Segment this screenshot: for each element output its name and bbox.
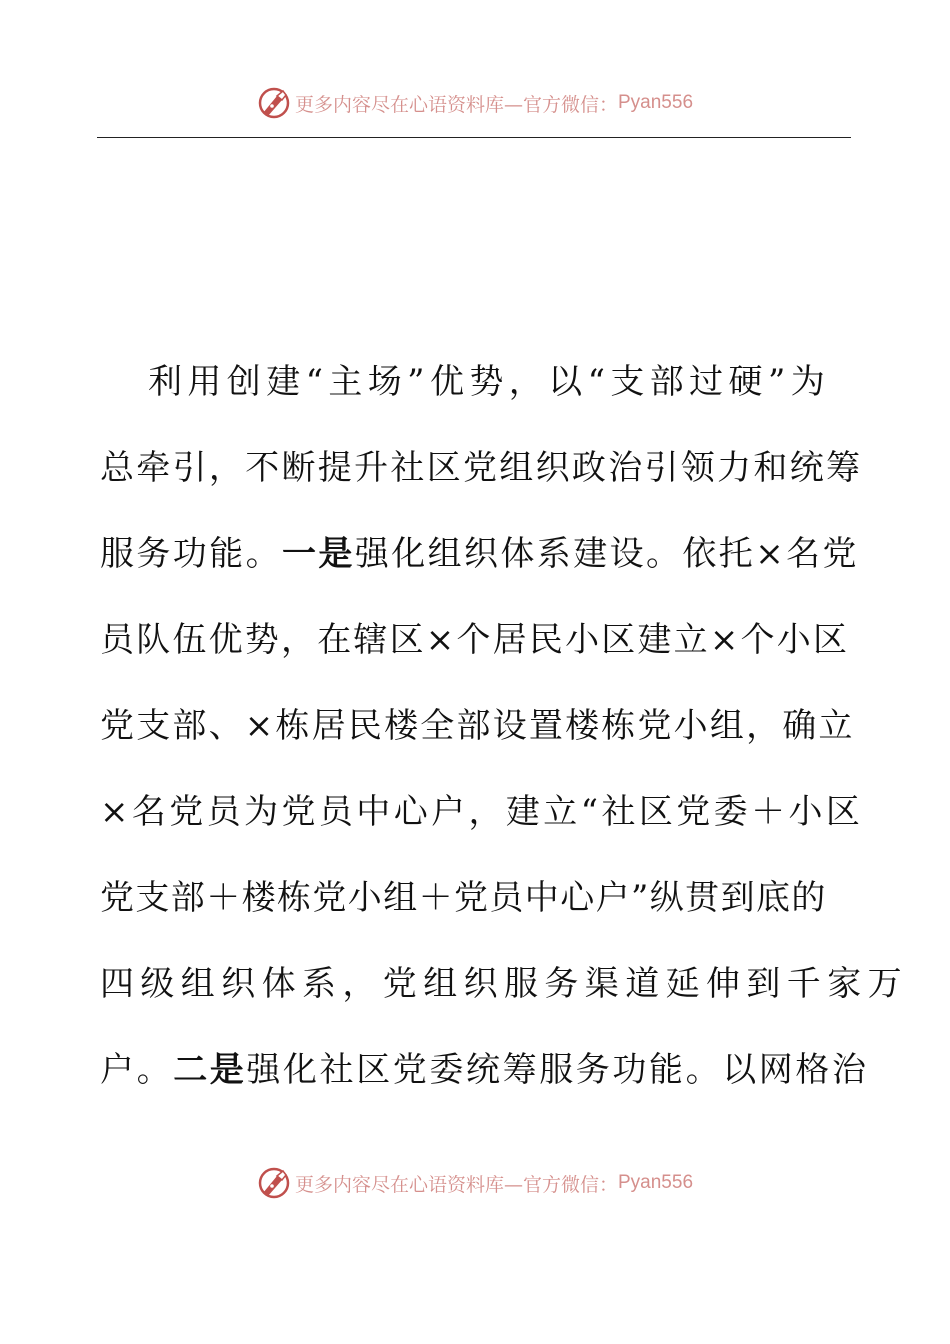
body-line: [100, 855, 850, 941]
body-line-text: ×名党员为党员中心户，建立“社区党委＋小区: [100, 792, 864, 832]
body-line-text: 党支部、×栋居民楼全部设置楼栋党小组，确立: [100, 706, 855, 746]
header-banner-text: 更多内容尽在心语资料库—官方微信：: [294, 93, 618, 116]
body-line-text: 强化社区党委统筹服务功能。以网格治: [246, 1050, 869, 1090]
body-line-text: 四级组织体系，党组织服务渠道延伸到千家万: [100, 964, 908, 1004]
pen-nib-logo-icon: [257, 1166, 291, 1200]
document-body: [100, 339, 908, 1113]
header-banner: [0, 78, 950, 128]
body-line: [100, 941, 908, 1027]
body-line-text: 服务功能。: [100, 534, 282, 574]
body-line-text: 利用创建“主场”优势，以“支部过硬”为: [148, 362, 831, 402]
body-line: [100, 511, 859, 597]
body-line-text: 总牵引，不断提升社区党组织政治引领力和统筹: [100, 448, 863, 488]
footer-banner: [0, 1158, 950, 1208]
body-line: [100, 339, 850, 425]
emphasis-label: 二是: [173, 1050, 247, 1090]
footer-banner-text: 更多内容尽在心语资料库—官方微信：: [294, 1173, 618, 1196]
body-line-text: 党支部＋楼栋党小组＋党员中心户”纵贯到底的: [100, 878, 827, 918]
body-line: [100, 769, 864, 855]
emphasis-label: 一是: [282, 534, 355, 574]
body-line: [100, 425, 863, 511]
header-divider: [97, 137, 851, 138]
pen-nib-logo-icon: [257, 86, 291, 120]
body-line-text: 强化组织体系建设。依托×名党: [354, 534, 859, 574]
footer-wechat-id: Pyan556: [618, 1172, 694, 1193]
header-wechat-id: Pyan556: [618, 92, 694, 113]
body-line: [100, 597, 850, 683]
body-line-text: 户。: [100, 1050, 174, 1090]
body-line-text: 员队伍优势，在辖区×个居民小区建立×个小区: [100, 620, 850, 660]
body-line: [100, 1027, 869, 1113]
body-line: [100, 683, 855, 769]
